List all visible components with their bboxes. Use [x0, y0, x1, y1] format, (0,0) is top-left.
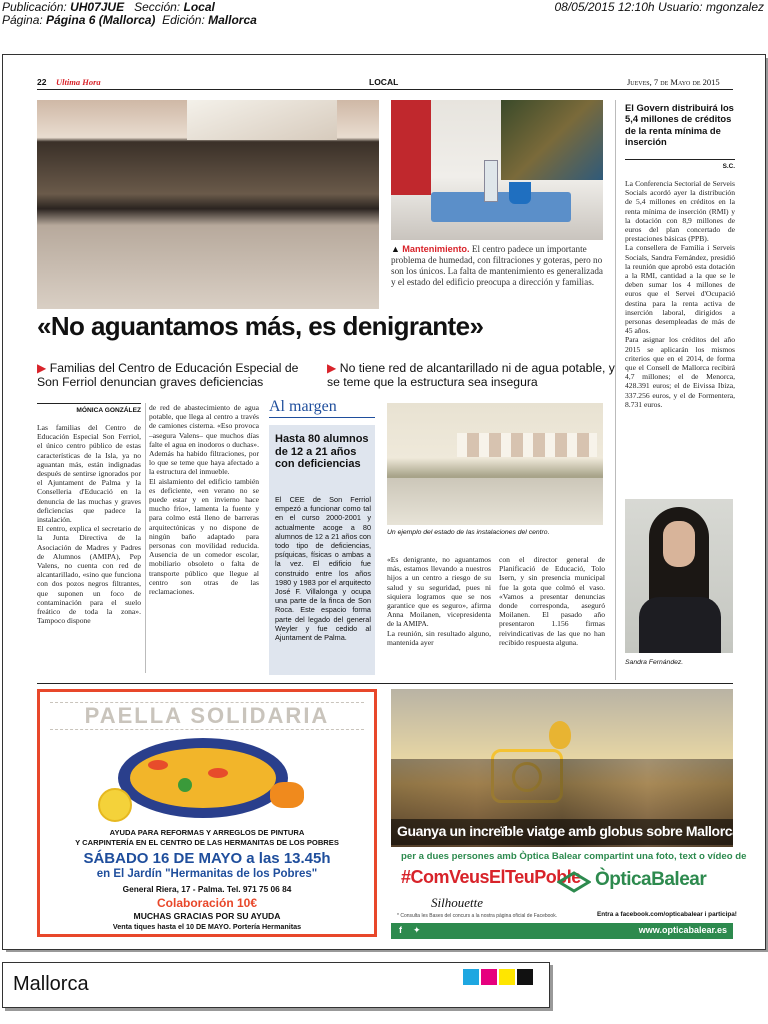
color-swatch-cyan	[463, 969, 479, 985]
shrimp-icon	[148, 760, 168, 770]
plastic-bin	[484, 160, 498, 202]
twitter-icon: ✦	[413, 925, 421, 935]
page-value: Página 6 (Mallorca)	[46, 13, 156, 27]
datetime-user	[554, 0, 764, 14]
paella-title: PAELLA SOLIDARIA	[50, 702, 364, 730]
paella-tickets: Venta tiques hasta el 10 DE MAYO. Portería Hermanitas	[112, 922, 302, 931]
classroom-caption: Un ejemplo del estado de las instalaciones del centro.	[387, 529, 550, 536]
sidebar-title: El Govern distribuirá los 5,4 millones de créditos de la renta mínima de inserción	[625, 102, 734, 148]
subhead-right-text: No tiene red de alcantarillado ni de agua potable, y se teme que la estructura sea insegura	[327, 361, 615, 389]
al-margen-text: El CEE de Son Ferriol empezó a funcionar como tal en el curso 2000-2001 y actualmente acoge a 80 alumnos de 12 a 21 años con todo tipo de deficiencias, psíquicas, físicas o ambas a la vez. El edificio fue construido entre los años 1980 y 1983 por el arquitecto José F. Villalonga y ocupa una parte de la finca de Son Roca. Este espacio forma parte del legado del general Weyler y fue cedido al Ajuntament de Palma.	[275, 495, 371, 643]
lemon-icon	[98, 788, 132, 822]
optica-hashtag: #ComVeusElTeuPoble	[401, 867, 581, 887]
al-margen-box	[269, 425, 375, 675]
silhouette-logo: Silhouette	[431, 895, 483, 910]
paella-price: Colaboración 10€	[156, 896, 258, 910]
color-swatch-black	[517, 969, 533, 985]
classroom-photo	[387, 403, 603, 525]
paella-lines	[50, 828, 364, 847]
face	[663, 521, 695, 567]
paella-date: SÁBADO 16 DE MAYO a las 13.45h	[83, 850, 331, 867]
subhead-right	[327, 361, 617, 389]
sidebar-rule	[625, 159, 735, 160]
al-margen-rule	[269, 417, 375, 418]
optica-footer-bar	[391, 923, 733, 939]
byline: MÓNICA GONZÁLEZ	[76, 407, 141, 414]
newspaper-page	[2, 54, 766, 950]
optica-cta: Entra a facebook.com/opticabalear i participa!	[597, 911, 737, 918]
paella-rice	[130, 748, 276, 808]
caption-text: El centro padece un importante problema de humedad, con filtraciones y goteras, pero no son los únicos. La falta de mantenimiento es generalizada y el estado del edificio preocupa a dirección y familias.	[391, 244, 604, 287]
column-divider	[145, 403, 146, 673]
page-label: Página:	[2, 13, 43, 27]
section-value: Local	[183, 0, 215, 14]
bullet-icon: ▶	[327, 361, 337, 375]
bullet-icon: ▶	[37, 361, 47, 375]
byline-rule	[37, 403, 141, 404]
headline: «No aguantamos más, es denigrante»	[37, 311, 484, 341]
floor	[387, 478, 603, 525]
edition-footer-label: Mallorca	[13, 973, 89, 995]
user-value: mgonzalez	[705, 0, 764, 14]
caption-triangle: ▲	[391, 244, 400, 254]
runhead-date: Jueves, 7 de Mayo de 2015	[627, 77, 720, 87]
ceiling-damage-photo	[37, 100, 379, 309]
publication-info	[2, 0, 215, 14]
edition-value: Mallorca	[208, 13, 257, 27]
body-column-5: con el director general de Planificació de Educació, Tolo Isern, y sin presencia municipal fue la gota que colmó el vaso. «Vamos a presentar denuncias donde corresponda, aseguró Moilanen. El pasado año presentaron 1.156 firmas reivindicativas de las que no han recibido respuesta alguna.	[499, 555, 605, 647]
user-label: Usuario:	[657, 0, 703, 14]
optica-logo-icon	[557, 871, 591, 893]
edition-footer	[2, 962, 550, 1008]
jacket	[639, 597, 721, 653]
color-swatch-magenta	[481, 969, 497, 985]
paella-ad	[37, 689, 377, 937]
blue-mat	[431, 192, 571, 222]
optica-headline: Guanya un increïble viatge amb globus sobre Mallorca	[397, 823, 740, 839]
window-row	[457, 433, 597, 457]
sidebar-divider	[615, 100, 616, 680]
body-column-2: de red de abastecimiento de agua potable, que llega al centro a través de camiones cisterna. «Eso provoca –asegura Valens– que muchos días falte el agua en inodoros o duchas». Además ha habido filtraciones, por lo que se teme que haya afectado a la estructura del inmueble. El aislamiento del edificio también es deficiente, «en verano no se puede estar y en invierno hace mucho frío», lamenta la fuente y para colmo está lleno de barreras arquitectónicas y no dispone de ningún baño adaptado para personas con movilidad reducida. Ausencia de un comedor escolar, mobiliario obsoleto o falta de transporte público que llegue al centro son otras de las reclamaciones.	[149, 403, 259, 597]
maintenance-photo	[391, 100, 603, 240]
paella-pan-icon	[118, 738, 288, 818]
body-column-4: «Es denigrante, no aguantamos más, estamos llevando a nuestros hijos a un centro a riesgo de su salud y su seguridad, pues ni siquiera logramos que se nos garantice que es seguro», afirma Anna Moilanen, vicepresidenta de la AMIPA. La reunión, sin resultado alguno, mantenida ayer	[387, 555, 491, 647]
sidebar-byline: S.C.	[722, 163, 735, 170]
paella-thanks: MUCHAS GRACIAS POR SU AYUDA	[133, 911, 281, 921]
hot-air-balloon-icon	[549, 721, 571, 749]
optica-url: www.opticabalear.es	[638, 925, 727, 935]
subhead-left	[37, 361, 307, 389]
paella-place: en El Jardín "Hermanitas de los Pobres"	[96, 868, 318, 880]
sidebar-text: La Conferencia Sectorial de Serveis Socials acordó ayer la distribución de 5,4 millones en créditos en la renta mínima de inserción (RMI) y la dotación con 8,9 millones de euros del plan concertado de prestaciones básicas (PPB). La consellera de Família i Serveis Socials, Sandra Fernández, presidió la reunión que aprobó esta dotación a la RMI, cantidad a la que se le deben sumar los 4 millones de euros que el Servei d'Ocupació destina para la renta activa de inserción laboral, dirigidos a personas desempleadas de más de 45 años. Para asignar los créditos del año 2015 se aplicarán los mismos criterios que en el 2014, de forma que el Consell de Mallorca recibirá 4,7 millones; el de Menorca, 428.391 euros; el de Eivissa Ibiza, 337.256 euros, y el de Formentera, 8.731 euros.	[625, 179, 735, 409]
optica-ad	[391, 689, 747, 939]
optica-brand: ÒpticaBalear	[595, 869, 707, 890]
paella-line-1: AYUDA PARA REFORMAS Y ARREGLOS DE PINTURA	[109, 828, 305, 837]
section-label-runhead: LOCAL	[369, 77, 399, 87]
optica-subline: per a dues persones amb Òptica Balear compartint una foto, text o vídeo de	[401, 851, 747, 862]
edition-label: Edición:	[162, 13, 205, 27]
ads-rule	[37, 683, 733, 684]
al-margen-title: Hasta 80 alumnos de 12 a 21 años con deficiencias	[275, 433, 369, 470]
portrait-photo	[625, 499, 733, 653]
color-swatch-yellow	[499, 969, 515, 985]
page-info	[2, 13, 257, 27]
optica-fine-print: * Consulta les Bases del concurs a la nostra pàgina oficial de Facebook.	[397, 913, 558, 919]
maintenance-caption	[391, 244, 605, 288]
pea-icon	[178, 778, 192, 792]
shrimp-icon	[208, 768, 228, 778]
page-number: 22	[37, 77, 47, 87]
bread-icon	[270, 782, 304, 808]
ceiling-light-patch	[187, 100, 337, 140]
portrait-caption: Sandra Fernández.	[625, 659, 684, 666]
red-door	[391, 100, 431, 195]
facebook-icon: f	[399, 925, 402, 935]
paella-address: General Riera, 17 - Palma. Tel. 971 75 06 84	[122, 884, 292, 894]
caption-lead: Mantenimiento.	[402, 244, 470, 254]
blue-bucket	[509, 182, 531, 204]
optica-logo-svg	[557, 871, 591, 893]
datetime: 08/05/2015 12:10h	[554, 0, 655, 14]
runhead-rule	[37, 89, 733, 90]
print-header	[2, 0, 768, 30]
mural	[501, 100, 603, 180]
body-column-1: Las familias del Centro de Educación Especial Son Ferriol, el único centro público de estas características de la Isla, ya no aguantan más, están indignadas después de sentirse ignorados por el Ajuntament de Palma y la Conselleria d'Educació en la denuncia de las muchas y graves deficiencias que padece la instalación. El centro, explica el secretario de la Junta Directiva de la Asociación de Madres y Padres de Alumnos (AMIPA), Pep Valens, no cuenta con red de alcantarillado, «sino que funciona con dos pozos negros filtrantes, que suponen un foco de contaminación para el suelo freático de toda la zona». Tampoco dispone	[37, 423, 141, 626]
section-label: Sección:	[134, 0, 181, 14]
masthead: Ultima Hora	[56, 77, 101, 87]
publication-code: UH07JUE	[70, 0, 125, 14]
al-margen-label: Al margen	[269, 398, 337, 415]
paella-line-2: Y CARPINTERÍA EN EL CENTRO DE LAS HERMANITAS DE LOS POBRES	[75, 837, 339, 847]
publication-label: Publicación:	[2, 0, 67, 14]
subhead-left-text: Familias del Centro de Educación Especial de Son Ferriol denuncian graves deficiencias	[37, 361, 299, 389]
